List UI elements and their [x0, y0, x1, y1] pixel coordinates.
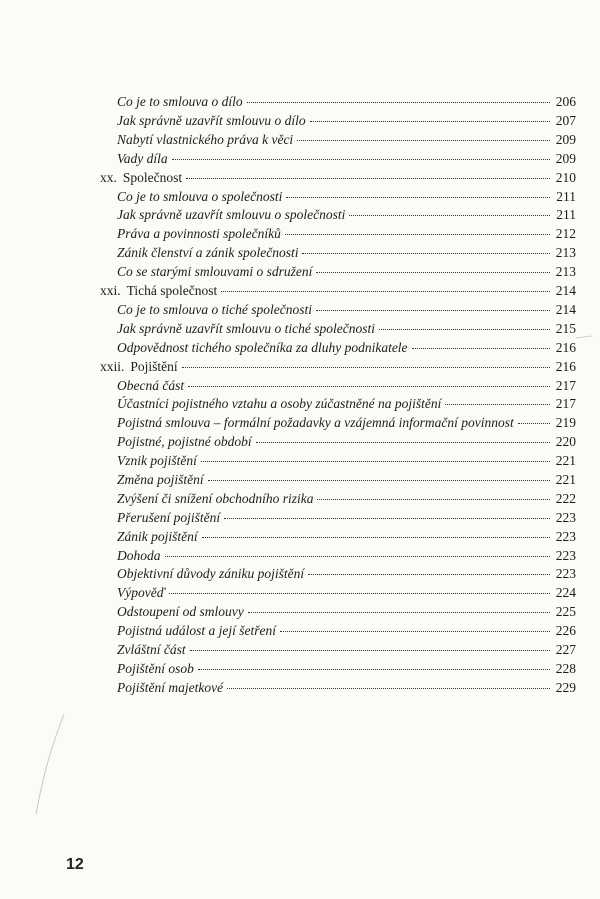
- toc-entry-title: Nabytí vlastnického práva k věci: [117, 132, 294, 147]
- dot-leader: [186, 178, 550, 179]
- scan-mark-left: [30, 710, 70, 820]
- dot-leader: [256, 442, 550, 443]
- toc-entry-title: Zánik pojištění: [117, 529, 198, 544]
- toc-entry-title: Jak správně uzavřít smlouvu o dílo: [117, 113, 306, 128]
- toc-entry-title: Společnost: [122, 170, 183, 185]
- dot-leader: [172, 159, 550, 160]
- dot-leader: [182, 367, 550, 368]
- dot-leader: [379, 329, 550, 330]
- toc-entry-page: 227: [555, 642, 576, 657]
- toc-entry-page: 210: [555, 170, 576, 185]
- dot-leader: [198, 669, 550, 670]
- toc-entry-title: Změna pojištění: [117, 472, 204, 487]
- dot-leader: [165, 556, 551, 557]
- toc-entry-title: Pojistná událost a její šetření: [117, 623, 276, 638]
- dot-leader: [224, 518, 550, 519]
- dot-leader: [518, 423, 550, 424]
- toc-entry-page: 216: [555, 359, 576, 374]
- toc-entry-page: 221: [555, 453, 576, 468]
- toc-entry-page: 223: [555, 529, 576, 544]
- toc-entry-title: Objektivní důvody zániku pojištění: [117, 566, 305, 581]
- toc-entry-page: 213: [555, 245, 576, 260]
- toc-entry-title: Přerušení pojištění: [117, 510, 221, 525]
- dot-leader: [201, 461, 550, 462]
- chapter-number: xxi.: [100, 283, 121, 298]
- toc-entry: [117, 602, 576, 622]
- toc-entry: [117, 92, 576, 112]
- toc-entry-page: 209: [555, 151, 576, 166]
- dot-leader: [285, 234, 550, 235]
- dot-leader: [202, 537, 550, 538]
- toc-entry: [117, 583, 576, 603]
- toc-entry-page: 212: [555, 226, 576, 241]
- toc-entry: [117, 300, 576, 320]
- toc-entry: [117, 546, 576, 566]
- toc-entry-title: Co se starými smlouvami o sdružení: [117, 264, 313, 279]
- toc-entry-page: 207: [555, 113, 576, 128]
- dot-leader: [208, 480, 550, 481]
- toc-entry-page: 209: [555, 132, 576, 147]
- toc-entry: [117, 432, 576, 452]
- toc-entry-title: Tichá společnost: [126, 283, 218, 298]
- toc-entry: [117, 451, 576, 471]
- toc-entry: [117, 527, 576, 547]
- toc-entry-title: Pojistné, pojistné období: [117, 434, 252, 449]
- toc-entry: [117, 564, 576, 584]
- dot-leader: [349, 215, 550, 216]
- toc-entry-page: 224: [555, 585, 576, 600]
- dot-leader: [297, 140, 550, 141]
- toc-entry: [117, 376, 576, 396]
- toc-entry-title: Pojištění osob: [117, 661, 194, 676]
- toc-entry: [117, 470, 576, 490]
- toc-entry-title: Jak správně uzavřít smlouvu o společnosti: [117, 207, 346, 222]
- toc-entry-page: 214: [555, 283, 576, 298]
- toc-entry-page: 220: [555, 434, 576, 449]
- dot-leader: [316, 272, 550, 273]
- toc-entry-page: 216: [555, 340, 576, 355]
- dot-leader: [445, 404, 550, 405]
- toc-entry: [117, 394, 576, 414]
- toc-entry-title: Odstoupení od smlouvy: [117, 604, 244, 619]
- toc-entry-page: 211: [556, 207, 576, 222]
- toc-entry: [117, 338, 576, 358]
- toc-entry-title: Jak správně uzavřít smlouvu o tiché společnosti: [117, 321, 375, 336]
- dot-leader: [247, 102, 550, 103]
- toc-entry-page: 226: [555, 623, 576, 638]
- toc-entry-page: 229: [555, 680, 576, 695]
- dot-leader: [280, 631, 550, 632]
- toc-entry: [117, 659, 576, 679]
- toc-entry-page: 213: [555, 264, 576, 279]
- toc-entry: [117, 224, 576, 244]
- toc-entry-page: 211: [556, 189, 576, 204]
- toc-entry: [117, 413, 576, 433]
- chapter-number: xx.: [100, 170, 117, 185]
- dot-leader: [310, 121, 550, 122]
- toc-chapter-entry: [100, 281, 576, 301]
- dot-leader: [317, 499, 550, 500]
- toc-entry-page: 221: [555, 472, 576, 487]
- dot-leader: [169, 593, 550, 594]
- toc-entry-page: 223: [555, 548, 576, 563]
- toc-entry-title: Zvýšení či snížení obchodního rizika: [117, 491, 314, 506]
- dot-leader: [248, 612, 550, 613]
- toc-entry-page: 219: [555, 415, 576, 430]
- toc-entry-page: 217: [555, 378, 576, 393]
- toc-entry-title: Zvláštní část: [117, 642, 186, 657]
- toc-entry-page: 217: [555, 396, 576, 411]
- toc-entry-page: 223: [555, 566, 576, 581]
- toc-entry-title: Pojištění: [130, 359, 178, 374]
- dot-leader: [221, 291, 550, 292]
- toc-entry-page: 222: [555, 491, 576, 506]
- dot-leader: [308, 574, 550, 575]
- toc-entry-page: 228: [555, 661, 576, 676]
- toc-entry: [117, 508, 576, 528]
- toc-entry: [117, 489, 576, 509]
- scan-mark-right: [574, 318, 594, 358]
- dot-leader: [227, 688, 550, 689]
- toc-entry: [117, 111, 576, 131]
- toc-entry: [117, 187, 576, 207]
- dot-leader: [316, 310, 550, 311]
- toc-entry: [117, 262, 576, 282]
- dot-leader: [188, 386, 550, 387]
- toc-entry-title: Co je to smlouva o dílo: [117, 94, 243, 109]
- toc-entry: [117, 319, 576, 339]
- toc-chapter-entry: [100, 357, 576, 377]
- toc-entry-title: Vady díla: [117, 151, 168, 166]
- toc-entry: [117, 621, 576, 641]
- toc-entry-title: Výpověď: [117, 585, 165, 600]
- toc-entry-page: 215: [555, 321, 576, 336]
- toc-entry-title: Co je to smlouva o společnosti: [117, 189, 283, 204]
- toc-entry: [117, 130, 576, 150]
- toc-entry: [117, 678, 576, 698]
- toc-entry-title: Co je to smlouva o tiché společnosti: [117, 302, 312, 317]
- toc-entry-title: Práva a povinnosti společníků: [117, 226, 281, 241]
- toc-entry-page: 225: [555, 604, 576, 619]
- toc-entry: [117, 205, 576, 225]
- toc-entry-page: 223: [555, 510, 576, 525]
- dot-leader: [412, 348, 550, 349]
- toc-entry: [117, 640, 576, 660]
- toc-entry: [117, 243, 576, 263]
- chapter-number: xxii.: [100, 359, 125, 374]
- dot-leader: [190, 650, 550, 651]
- toc-entry-title: Obecná část: [117, 378, 185, 393]
- toc-entry-title: Zánik členství a zánik společnosti: [117, 245, 299, 260]
- toc-entry-page: 206: [555, 94, 576, 109]
- dot-leader: [286, 197, 550, 198]
- toc-entry-title: Vznik pojištění: [117, 453, 197, 468]
- toc-entry-title: Pojistná smlouva – formální požadavky a vzájemná informační povinnost: [117, 415, 514, 430]
- toc-entry-title: Odpovědnost tichého společníka za dluhy podnikatele: [117, 340, 408, 355]
- toc-entry-title: Dohoda: [117, 548, 161, 563]
- toc-entry-title: Účastníci pojistného vztahu a osoby zúčastněné na pojištění: [117, 396, 442, 411]
- toc-chapter-entry: [100, 168, 576, 188]
- dot-leader: [302, 253, 550, 254]
- toc-entry-page: 214: [555, 302, 576, 317]
- page-number: 12: [66, 856, 84, 873]
- toc-entry-title: Pojištění majetkové: [117, 680, 224, 695]
- toc-entry: [117, 149, 576, 169]
